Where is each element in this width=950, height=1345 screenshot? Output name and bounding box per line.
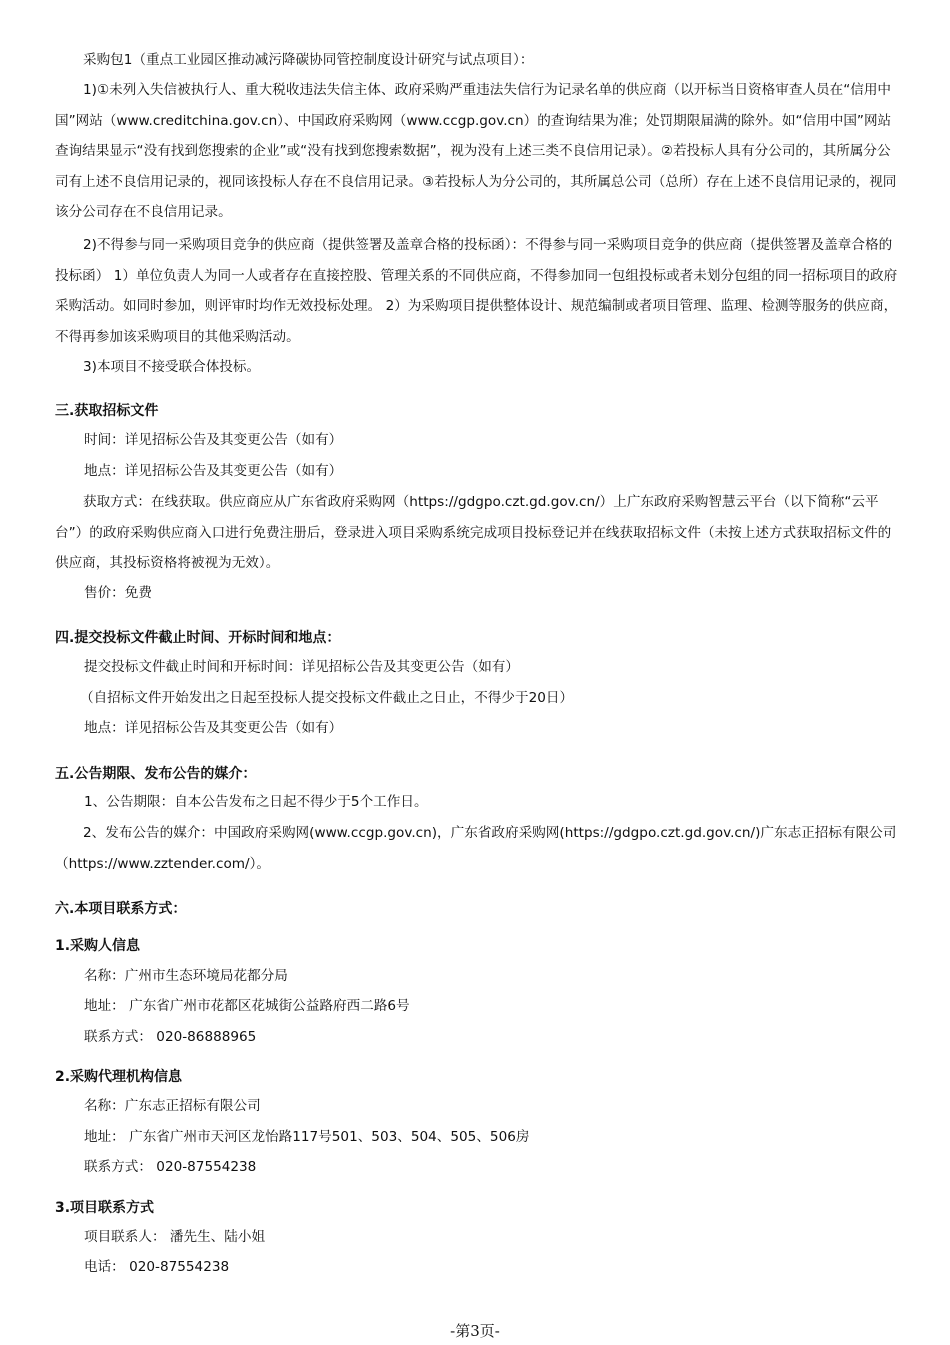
section-3-price: 售价：免费 [84, 585, 152, 601]
purchaser-title: 1.采购人信息 [55, 938, 141, 954]
package-heading: 采购包1（重点工业园区推动减污降碳协同管控制度设计研究与试点项目）： [83, 52, 534, 68]
section-5-period: 1、公告期限：自本公告发布之日起不得少于5个工作日。 [84, 794, 428, 810]
section-5-media: 2、发布公告的媒介：中国政府采购网(www.ccgp.gov.cn)，广东省政府采购网(https://gdgpo.czt.gd.gov.cn/)广东志正招标有限公司（https://www.zztender.com/）。 [55, 825, 897, 872]
purchaser-address: 地址： 广东省广州市花都区花城街公益路府西二路6号 [84, 998, 410, 1014]
section-5-title: 五.公告期限、发布公告的媒介： [55, 766, 257, 782]
section-4-place: 地点：详见招标公告及其变更公告（如有） [84, 720, 343, 736]
section-4-title: 四.提交投标文件截止时间、开标时间和地点： [55, 630, 341, 646]
agency-address: 地址： 广东省广州市天河区龙怡路117号501、503、504、505、506房 [84, 1129, 530, 1145]
agency-name: 名称：广东志正招标有限公司 [84, 1098, 261, 1114]
purchaser-name: 名称：广州市生态环境局花都分局 [84, 968, 288, 984]
section-3-place: 地点：详见招标公告及其变更公告（如有） [84, 463, 343, 479]
requirement-3: 3)本项目不接受联合体投标。 [83, 359, 261, 375]
project-contact-phone: 电话： 020-87554238 [84, 1259, 230, 1275]
section-4-note: （自招标文件开始发出之日起至投标人提交投标文件截止之日止，不得少于20日） [80, 690, 574, 706]
requirement-2: 2)不得参与同一采购项目竞争的供应商（提供签署及盖章合格的投标函）：不得参与同一采购项目竞争的供应商（提供签署及盖章合格的投标函） 1）单位负责人为同一人或者存在直接控股、管理关系的不同供应商，不得参加同一包组投标或者未划分包组的同一招标项目的政府采购活动。如同时参加，则评审时均作无效投标处理。 2）为采购项目提供整体设计、规范编制或者项目管理、监理、检测等服务的供应商，不得再参加该采购项目的其他采购活动。 [55, 237, 898, 345]
purchaser-contact: 联系方式： 020-86888965 [84, 1029, 257, 1045]
requirement-1: 1)①未列入失信被执行人、重大税收违法失信主体、政府采购严重违法失信行为记录名单的供应商（以开标当日资格审查人员在“信用中国”网站（www.creditchina.gov.cn）、中国政府采购网（www.ccgp.gov.cn）的查询结果为准；处罚期限届满的除外。如“信用中国”网站查询结果显示“没有找到您搜索的企业”或“没有找到您搜索数据”，视为没有上述三类不良信用记录）。②若投标人具有分公司的，其所属分公司有上述不良信用记录的，视同该投标人存在不良信用记录。③若投标人为分公司的，其所属总公司（总所）存在上述不良信用记录的，视同该分公司存在不良信用记录。 [55, 82, 897, 220]
agency-contact: 联系方式： 020-87554238 [84, 1159, 257, 1175]
section-3-title: 三.获取招标文件 [55, 403, 159, 419]
project-contact-person: 项目联系人： 潘先生、陆小姐 [84, 1229, 266, 1245]
section-6-title: 六.本项目联系方式： [55, 901, 187, 917]
agency-title: 2.采购代理机构信息 [55, 1069, 183, 1085]
page-number: -第3页- [450, 1322, 500, 1340]
section-3-time: 时间：详见招标公告及其变更公告（如有） [84, 432, 343, 448]
section-3-method: 获取方式：在线获取。供应商应从广东省政府采购网（https://gdgpo.czt.gd.gov.cn/）上广东政府采购智慧云平台（以下简称“云平台”）的政府采购供应商入口进行免费注册后，登录进入项目采购系统完成项目投标登记并在线获取招标文件（未按上述方式获取招标文件的供应商，其投标资格将被视为无效）。 [55, 494, 892, 571]
section-4-deadline: 提交投标文件截止时间和开标时间：详见招标公告及其变更公告（如有） [84, 659, 519, 675]
project-contact-title: 3.项目联系方式 [55, 1200, 155, 1216]
